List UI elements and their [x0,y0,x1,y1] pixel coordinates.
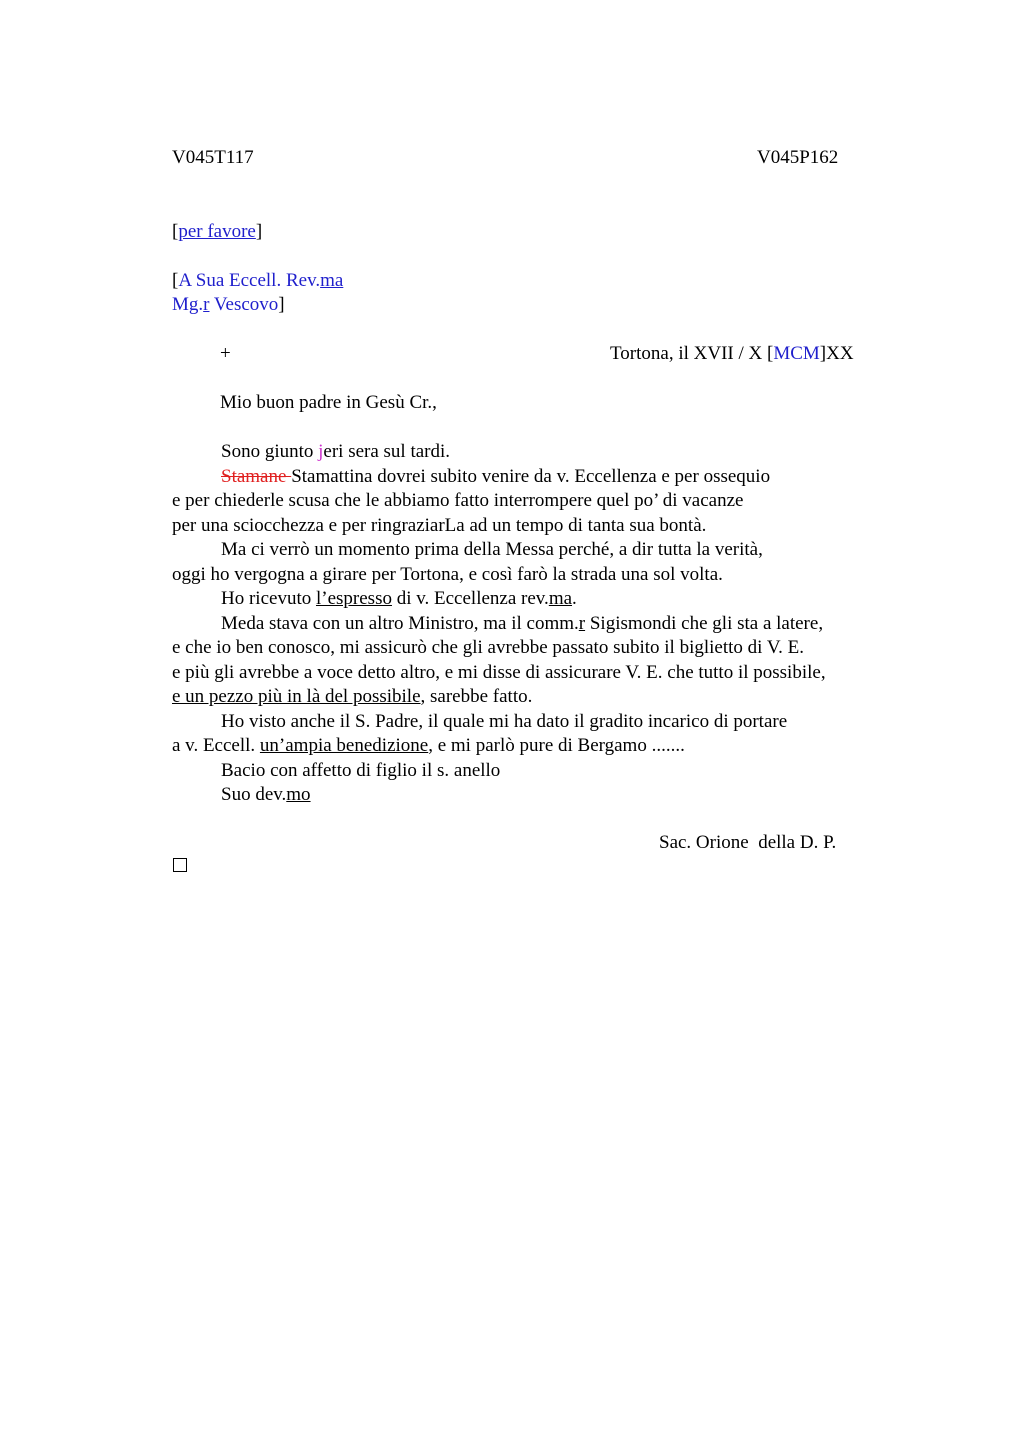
body-text: Meda stava con un altro Ministro, ma il comm. [221,612,579,634]
body-line: Bacio con affetto di figlio il s. anello [221,759,501,781]
body-line [172,612,912,637]
address-line-1-abbrev: ma [320,270,344,291]
struck-word: Stamane [221,465,292,487]
body-text: Stamattina dovrei subito venire da v. Eccellenza e per ossequio [291,465,771,487]
abbreviation: ma [548,588,573,609]
signature: Sac. Orione della D. P. [659,832,837,853]
body-line [172,783,912,808]
body-line [172,440,912,465]
abbreviation: r [578,612,586,634]
archive-code-left: V045T117 [172,147,254,168]
body-text: Ho ricevuto [221,588,316,609]
body-line [172,685,912,710]
body-text: Sigismondi che gli sta a latere, [585,612,824,634]
body-text: Sono giunto [221,441,319,462]
body-text: . [572,588,577,609]
envelope-note-text: per favore [178,221,256,242]
body-line: e più gli avrebbe a voce detto altro, e mi disse di assicurare V. E. che tutto il possibile, [172,661,826,683]
address-line-1-text: A Sua Eccell. Rev. [178,270,321,291]
underlined-phrase: un’ampia benedizione [259,735,429,756]
body-text: eri sera sul tardi. [323,441,451,462]
body-line: Ho visto anche il S. Padre, il quale mi ha dato il gradito incarico di portare [221,710,788,732]
address-line-1: [A Sua Eccell. Rev.ma [172,270,344,291]
editorial-mark: j [318,441,324,462]
date-year-end: XX [826,343,854,364]
underlined-phrase: e un pezzo più in là del possibile [172,686,421,707]
body-text: , e mi parlò pure di Bergamo ....... [428,735,685,756]
underlined-phrase: l’espresso [315,588,392,609]
address-line-2-abbrev: r [203,294,210,315]
body-line [172,465,912,490]
letter-body [172,440,912,808]
date-text: Tortona, il XVII / X [610,343,767,364]
body-line: e che io ben conosco, mi assicurò che gli avrebbe passato subito il biglietto di V. E. [172,637,804,658]
checkbox-square-icon [173,858,187,872]
body-text: Suo dev. [221,784,287,805]
cross-mark: + [220,343,231,364]
body-line [172,734,912,759]
date-year-insert: MCM [773,343,820,364]
body-text: , sarebbe fatto. [420,686,533,707]
archive-code-right: V045P162 [757,147,839,168]
body-text: di v. Eccellenza rev. [391,588,549,609]
salutation: Mio buon padre in Gesù Cr., [220,392,437,413]
address-line-2: Mg.r Vescovo] [172,294,285,315]
body-line: oggi ho vergogna a girare per Tortona, e così farò la strada una sol volta. [172,563,723,585]
dateline: Tortona, il XVII / X [MCM]XX [610,343,854,364]
envelope-note: [per favore] [172,221,263,242]
body-line: Ma ci verrò un momento prima della Messa perché, a dir tutta la verità, [221,539,763,560]
abbreviation: mo [286,784,311,805]
address-line-2-text: Vescovo [209,294,279,315]
body-line [172,587,912,612]
body-text: a v. Eccell. [172,735,260,756]
address-line-2-prefix: Mg. [172,294,204,315]
body-line: per una sciocchezza e per ringraziarLa ad un tempo di tanta sua bontà. [172,514,707,536]
body-line: e per chiederle scusa che le abbiamo fatto interrompere quel po’ di vacanze [172,490,744,511]
